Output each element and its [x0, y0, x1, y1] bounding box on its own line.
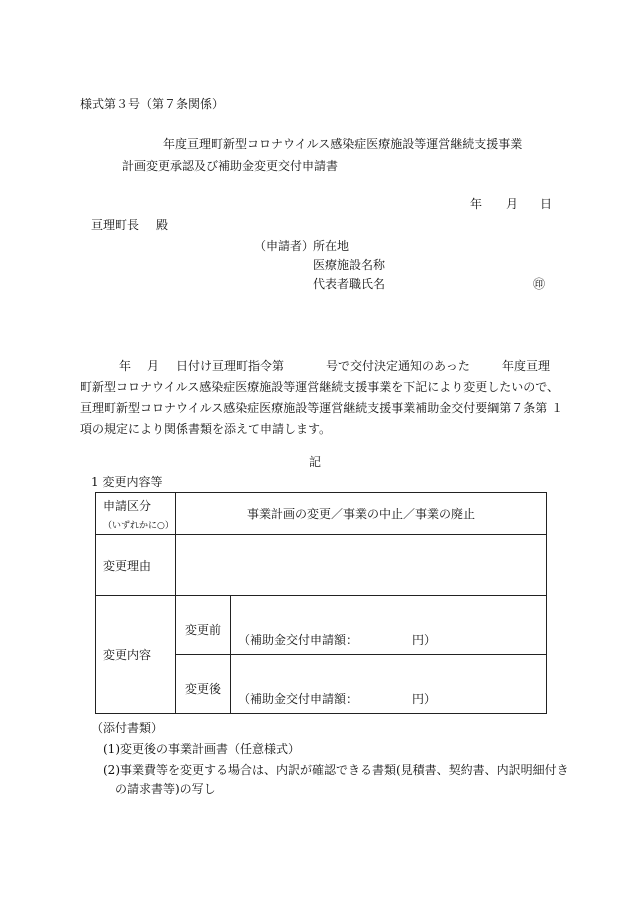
- attachments-heading: （添付書類）: [91, 721, 164, 735]
- amount-before-label: （補助金交付申請額：: [238, 633, 359, 647]
- body-notice: 号で交付決定通知のあった: [326, 359, 470, 373]
- applicant-facility: 医療施設名称: [313, 258, 386, 272]
- body-year: 年: [119, 359, 132, 373]
- title-line-1: 年度亘理町新型コロナウイルス感染症医療施設等運営継続支援事業: [163, 137, 523, 151]
- change-reason-label: 変更理由: [96, 535, 176, 596]
- body-line-3: 亘理町新型コロナウイルス感染症医療施設等運営継続支援事業補助金交付要綱第７条第 １: [80, 401, 564, 415]
- form-number: 様式第３号（第７条関係）: [80, 97, 225, 111]
- body-day-ref: 日付け亘理町指令第: [176, 359, 285, 373]
- seal-mark: ㊞: [533, 277, 546, 291]
- application-type-note: （いずれかに○）: [103, 520, 174, 531]
- addressee-name: 亘理町長: [91, 218, 140, 232]
- applicant-address: 所在地: [313, 239, 350, 253]
- amount-before-yen: 円）: [411, 633, 436, 647]
- before-change-field[interactable]: [231, 596, 547, 655]
- body-line-4: 項の規定により関係書類を添えて申請します。: [80, 422, 332, 436]
- date-day: 日: [540, 197, 553, 211]
- date-year: 年: [470, 197, 483, 211]
- amount-after-label: （補助金交付申請額：: [238, 692, 359, 706]
- date-month: 月: [506, 197, 519, 211]
- attachment-item-2-line-1: (2)事業費等を変更する場合は、内訳が確認できる書類(見積書、契約書、内訳明細付き: [103, 763, 569, 777]
- title-line-2: 計画変更承認及び補助金変更交付申請書: [122, 159, 339, 173]
- change-reason-field[interactable]: [176, 535, 547, 596]
- change-content-table: [95, 492, 547, 714]
- after-change-label: 変更後: [176, 655, 231, 714]
- attachment-item-2-line-2: の請求書等)の写し: [115, 782, 216, 796]
- body-month: 月: [147, 359, 160, 373]
- application-type-label: 申請区分: [103, 498, 152, 513]
- after-change-field[interactable]: [231, 655, 547, 714]
- applicant-representative: 代表者職氏名: [313, 277, 386, 291]
- addressee-honorific: 殿: [156, 218, 169, 232]
- applicant-label: （申請者）: [254, 239, 315, 253]
- attachment-item-1: (1)変更後の事業計画書（任意様式）: [103, 742, 300, 756]
- body-year-2: 年度亘理: [502, 359, 551, 373]
- body-line-2: 町新型コロナウイルス感染症医療施設等運営継続支援事業を下記により変更したいので、: [80, 380, 560, 394]
- ki-heading: 記: [309, 455, 322, 469]
- application-type-label-cell: [96, 493, 176, 535]
- amount-after-yen: 円）: [411, 692, 436, 706]
- application-type-value[interactable]: 事業計画の変更／事業の中止／事業の廃止: [176, 493, 547, 535]
- before-change-label: 変更前: [176, 596, 231, 655]
- section-1-heading: 1 変更内容等: [91, 475, 163, 489]
- change-content-label: 変更内容: [96, 596, 176, 714]
